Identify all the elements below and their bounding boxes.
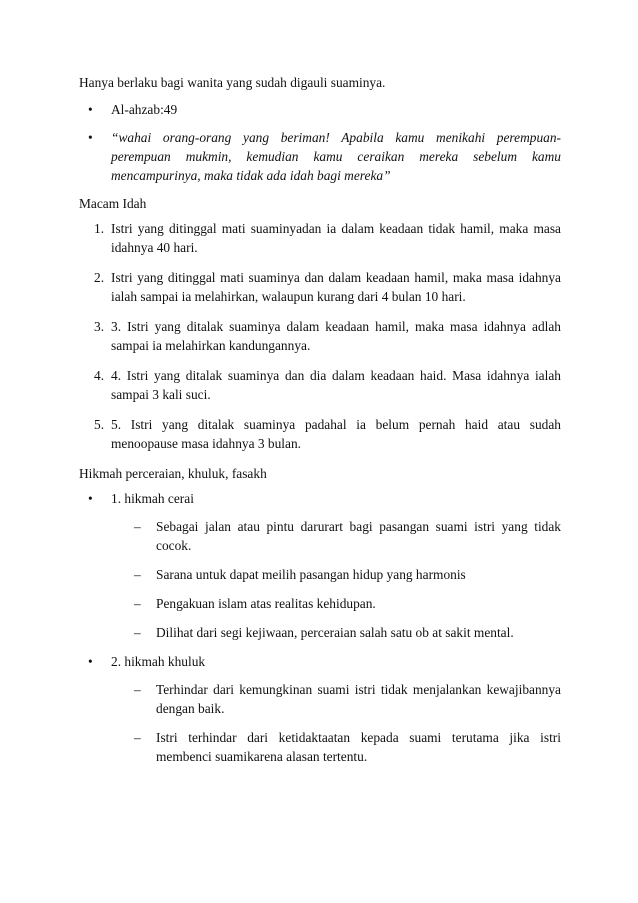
dash-text: Dilihat dari segi kejiwaan, perceraian salah satu ob at sakit mental. bbox=[156, 625, 514, 640]
dash-text: Pengakuan islam atas realitas kehidupan. bbox=[156, 596, 376, 611]
dash-marker: – bbox=[134, 519, 141, 534]
dash-text: Terhindar dari kemungkinan suami istri tidak menjalankan kewajibannya dengan baik. bbox=[156, 682, 561, 716]
hikmah-group-title bbox=[79, 652, 561, 671]
section-heading-macam-idah: Macam Idah bbox=[79, 196, 147, 211]
dash-marker: – bbox=[134, 682, 141, 697]
numbered-item bbox=[79, 415, 561, 453]
numbered-item bbox=[79, 317, 561, 355]
bullet-marker: • bbox=[88, 130, 93, 145]
dash-marker: – bbox=[134, 625, 141, 640]
bullet-marker: • bbox=[88, 491, 93, 506]
dash-item bbox=[79, 623, 561, 642]
document-body bbox=[79, 73, 561, 776]
intro-bullet bbox=[79, 128, 561, 185]
group-title-text: 2. hikmah khuluk bbox=[111, 654, 206, 669]
bullet-text: Al-ahzab:49 bbox=[111, 102, 178, 117]
group-title-text: 1. hikmah cerai bbox=[111, 491, 194, 506]
bullet-marker: • bbox=[88, 102, 93, 117]
item-number: 3. bbox=[94, 319, 105, 334]
dash-item bbox=[79, 517, 561, 555]
item-text: 3. Istri yang ditalak suaminya dalam keadaan hamil, maka masa idahnya adlah sampai ia melahirkan kandungannya. bbox=[111, 319, 561, 353]
dash-marker: – bbox=[134, 596, 141, 611]
item-number: 1. bbox=[94, 221, 105, 236]
dash-item bbox=[79, 728, 561, 766]
item-text: 4. Istri yang ditalak suaminya dan dia dalam keadaan haid. Masa idahnya ialah sampai 3 kali suci. bbox=[111, 368, 561, 402]
dash-marker: – bbox=[134, 730, 141, 745]
item-number: 5. bbox=[94, 417, 105, 432]
item-text: Istri yang ditinggal mati suaminya dan dalam keadaan hamil, maka masa idahnya ialah sampai ia melahirkan, walaupun kurang dari 4 bulan 10 hari. bbox=[111, 270, 561, 304]
item-text: 5. Istri yang ditalak suaminya padahal ia belum pernah haid atau sudah menoopause masa idahnya 3 bulan. bbox=[111, 417, 561, 451]
dash-text: Sebagai jalan atau pintu darurart bagi pasangan suami istri yang tidak cocok. bbox=[156, 519, 561, 553]
numbered-item bbox=[79, 366, 561, 404]
dash-text: Sarana untuk dapat meilih pasangan hidup yang harmonis bbox=[156, 567, 466, 582]
bullet-marker: • bbox=[88, 654, 93, 669]
dash-item bbox=[79, 680, 561, 718]
hikmah-group-title bbox=[79, 489, 561, 508]
dash-item bbox=[79, 565, 561, 584]
section-heading-hikmah: Hikmah perceraian, khuluk, fasakh bbox=[79, 466, 267, 481]
dash-marker: – bbox=[134, 567, 141, 582]
numbered-item bbox=[79, 268, 561, 306]
dash-text: Istri terhindar dari ketidaktaatan kepada suami terutama jika istri membenci suamikarena alasan tertentu. bbox=[156, 730, 561, 764]
item-number: 2. bbox=[94, 270, 105, 285]
numbered-item bbox=[79, 219, 561, 257]
dash-item bbox=[79, 594, 561, 613]
quote-text: “wahai orang-orang yang beriman! Apabila kamu menikahi perempuan-perempuan mukmin, kemudian kamu ceraikan mereka sebelum kamu mencampurinya, maka tidak ada idah bagi mereka” bbox=[111, 130, 561, 183]
intro-bullet bbox=[79, 100, 561, 119]
intro-paragraph: Hanya berlaku bagi wanita yang sudah digauli suaminya. bbox=[79, 75, 386, 90]
item-text: Istri yang ditinggal mati suaminyadan ia dalam keadaan tidak hamil, maka masa idahnya 40 hari. bbox=[111, 221, 561, 255]
item-number: 4. bbox=[94, 368, 105, 383]
